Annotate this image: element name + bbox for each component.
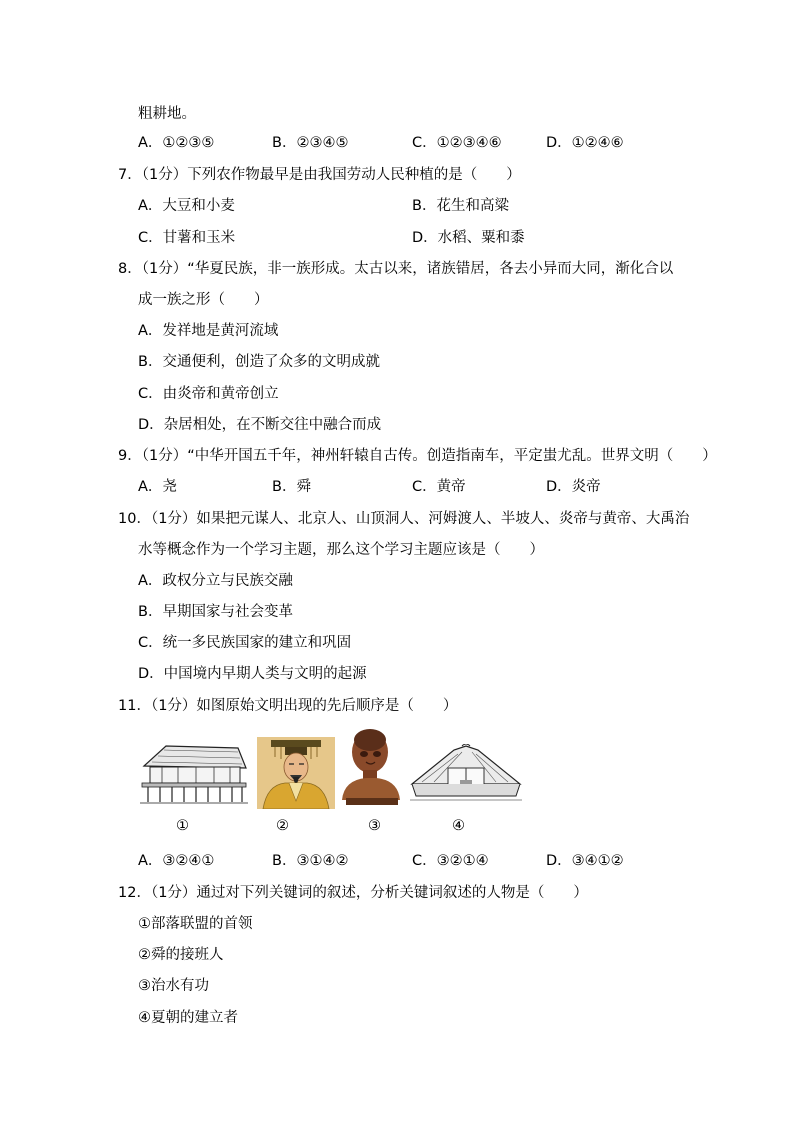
q10-option-c[interactable]: C．统一多民族国家的建立和巩固 <box>138 635 352 651</box>
early-human-bust-image <box>336 728 406 806</box>
q7-stem: 7．（1分）下列农作物最早是由我国劳动人民种植的是（ ） <box>118 167 521 183</box>
q11-option-c[interactable]: C．③②①④ <box>412 853 489 869</box>
q11-option-a[interactable]: A．③②④① <box>138 853 215 869</box>
image-label-1: ① <box>176 818 189 834</box>
q11-option-d[interactable]: D．③④①② <box>546 853 624 869</box>
image-label-4: ④ <box>452 818 465 834</box>
image-label-2: ② <box>276 818 289 834</box>
emperor-portrait-image <box>257 737 335 809</box>
q8-option-d[interactable]: D．杂居相处，在不断交往中融合而成 <box>138 417 382 433</box>
q6-option-d[interactable]: D．①②④⑥ <box>546 135 624 151</box>
q8-option-b[interactable]: B．交通便利，创造了众多的文明成就 <box>138 354 380 370</box>
round-hut-image <box>408 744 524 808</box>
q6-option-c[interactable]: C．①②③④⑥ <box>412 135 502 151</box>
q7-option-c[interactable]: C．甘薯和玉米 <box>138 230 236 246</box>
q11-option-b[interactable]: B．③①④② <box>272 853 349 869</box>
q9-option-d[interactable]: D．炎帝 <box>546 479 601 495</box>
stilt-house-image <box>138 740 250 806</box>
q9-option-b[interactable]: B．舜 <box>272 479 311 495</box>
q8-stem-line2: 成一族之形（ ） <box>138 292 269 308</box>
q6-tail: 粗耕地。 <box>138 106 196 122</box>
q11-stem: 11．（1分）如图原始文明出现的先后顺序是（ ） <box>118 698 458 714</box>
q10-option-d[interactable]: D．中国境内早期人类与文明的起源 <box>138 666 367 682</box>
q10-option-a[interactable]: A．政权分立与民族交融 <box>138 573 293 589</box>
q6-option-a[interactable]: A．①②③⑤ <box>138 135 215 151</box>
q8-option-a[interactable]: A．发祥地是黄河流域 <box>138 323 279 339</box>
q9-stem: 9．（1分）“中华开国五千年，神州轩辕自古传。创造指南车，平定蚩尤乱。世界文明（ ） <box>118 448 717 464</box>
q9-option-c[interactable]: C．黄帝 <box>412 479 466 495</box>
q8-stem-line1: 8．（1分）“华夏民族，非一族形成。太古以来，诸族错居，各去小异而大同，渐化合以 <box>118 261 674 277</box>
image-label-3: ③ <box>368 818 381 834</box>
q12-item-3: ③治水有功 <box>138 978 209 994</box>
q7-option-d[interactable]: D．水稻、粟和黍 <box>412 230 525 246</box>
q12-item-1: ①部落联盟的首领 <box>138 916 253 932</box>
q12-stem: 12．（1分）通过对下列关键词的叙述，分析关键词叙述的人物是（ ） <box>118 885 588 901</box>
q10-stem-line2: 水等概念作为一个学习主题，那么这个学习主题应该是（ ） <box>138 542 544 558</box>
q6-option-b[interactable]: B．②③④⑤ <box>272 135 349 151</box>
q8-option-c[interactable]: C．由炎帝和黄帝创立 <box>138 386 279 402</box>
q10-option-b[interactable]: B．早期国家与社会变革 <box>138 604 293 620</box>
q9-option-a[interactable]: A．尧 <box>138 479 177 495</box>
q10-stem-line1: 10．（1分）如果把元谋人、北京人、山顶洞人、河姆渡人、半坡人、炎帝与黄帝、大禹治 <box>118 511 690 527</box>
q7-option-b[interactable]: B．花生和高粱 <box>412 198 509 214</box>
q12-item-2: ②舜的接班人 <box>138 947 224 963</box>
q12-item-4: ④夏朝的建立者 <box>138 1010 238 1026</box>
q7-option-a[interactable]: A．大豆和小麦 <box>138 198 235 214</box>
